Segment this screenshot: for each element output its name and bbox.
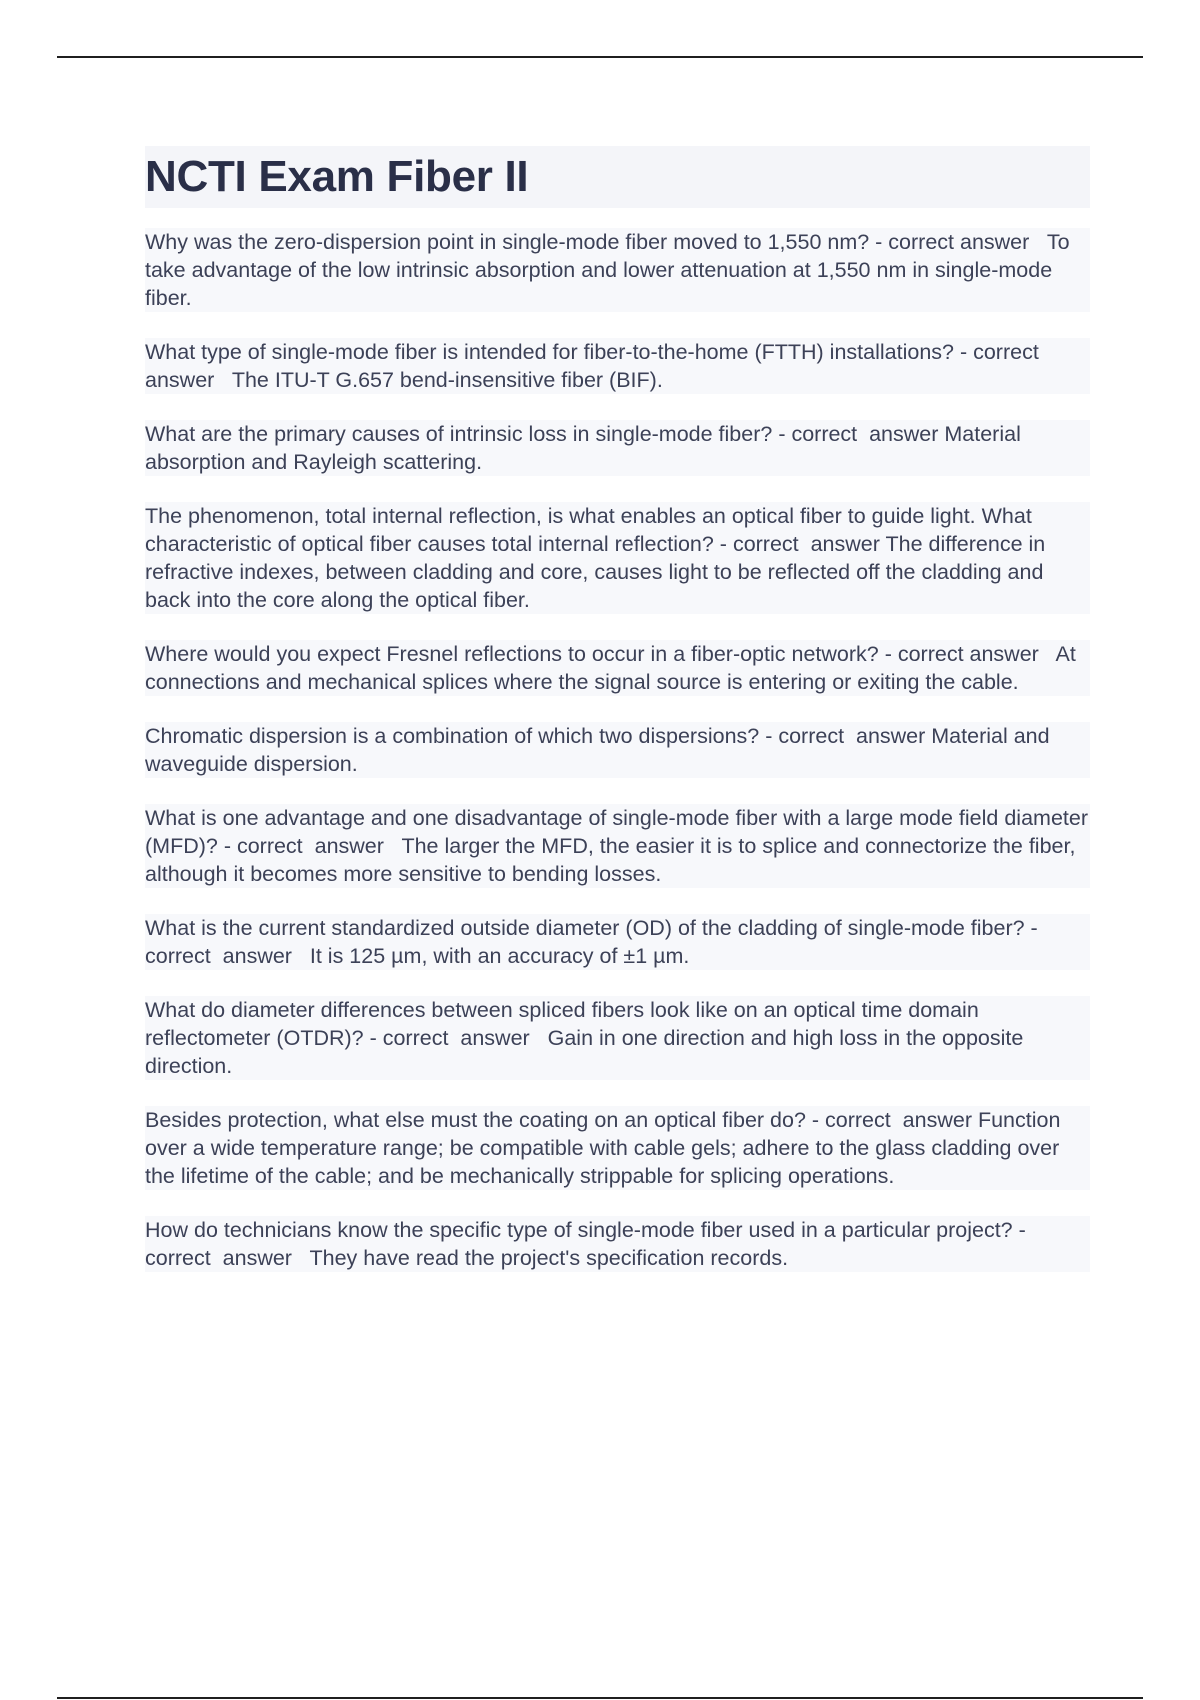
qa-item: Why was the zero-dispersion point in single-mode fiber moved to 1,550 nm? - correct answer To take advantage of the low intrinsic absorption and lower attenuation at 1,550 nm in single-mode fiber. xyxy=(145,228,1090,312)
qa-item: What is the current standardized outside diameter (OD) of the cladding of single-mode fiber? - correct answer It is 125 µm, with an accuracy of ±1 µm. xyxy=(145,914,1090,970)
qa-item: Besides protection, what else must the coating on an optical fiber do? - correct answer Function over a wide temperature range; be compatible with cable gels; adhere to the glass cladding over the lifetime of the cable; and be mechanically strippable for splicing operations. xyxy=(145,1106,1090,1190)
qa-item: What do diameter differences between spliced fibers look like on an optical time domain reflectometer (OTDR)? - correct answer Gain in one direction and high loss in the opposite direction. xyxy=(145,996,1090,1080)
qa-item: Where would you expect Fresnel reflections to occur in a fiber-optic network? - correct answer At connections and mechanical splices where the signal source is entering or exiting the cable. xyxy=(145,640,1090,696)
qa-item: What is one advantage and one disadvantage of single-mode fiber with a large mode field diameter (MFD)? - correct answer The larger the MFD, the easier it is to splice and connectorize the fiber, although it becomes more sensitive to bending losses. xyxy=(145,806,1094,886)
document-title: NCTI Exam Fiber II xyxy=(145,146,1090,208)
qa-item: Chromatic dispersion is a combination of which two dispersions? - correct answer Material and waveguide dispersion. xyxy=(145,722,1090,778)
qa-item: What type of single-mode fiber is intended for fiber-to-the-home (FTTH) installations? - correct answer The ITU-T G.657 bend-insensitive fiber (BIF). xyxy=(145,338,1090,394)
qa-list xyxy=(145,228,1094,1272)
top-divider xyxy=(57,56,1143,58)
qa-item: The phenomenon, total internal reflection, is what enables an optical fiber to guide light. What characteristic of optical fiber causes total internal reflection? - correct answer The difference in refractive indexes, between cladding and core, causes light to be reflected off the cladding and back into the core along the optical fiber. xyxy=(145,502,1090,614)
bottom-divider xyxy=(57,1697,1143,1699)
document-body xyxy=(145,146,1094,1298)
qa-item: How do technicians know the specific type of single-mode fiber used in a particular project? - correct answer They have read the project's specification records. xyxy=(145,1216,1090,1272)
qa-item: What are the primary causes of intrinsic loss in single-mode fiber? - correct answer Material absorption and Rayleigh scattering. xyxy=(145,420,1090,476)
